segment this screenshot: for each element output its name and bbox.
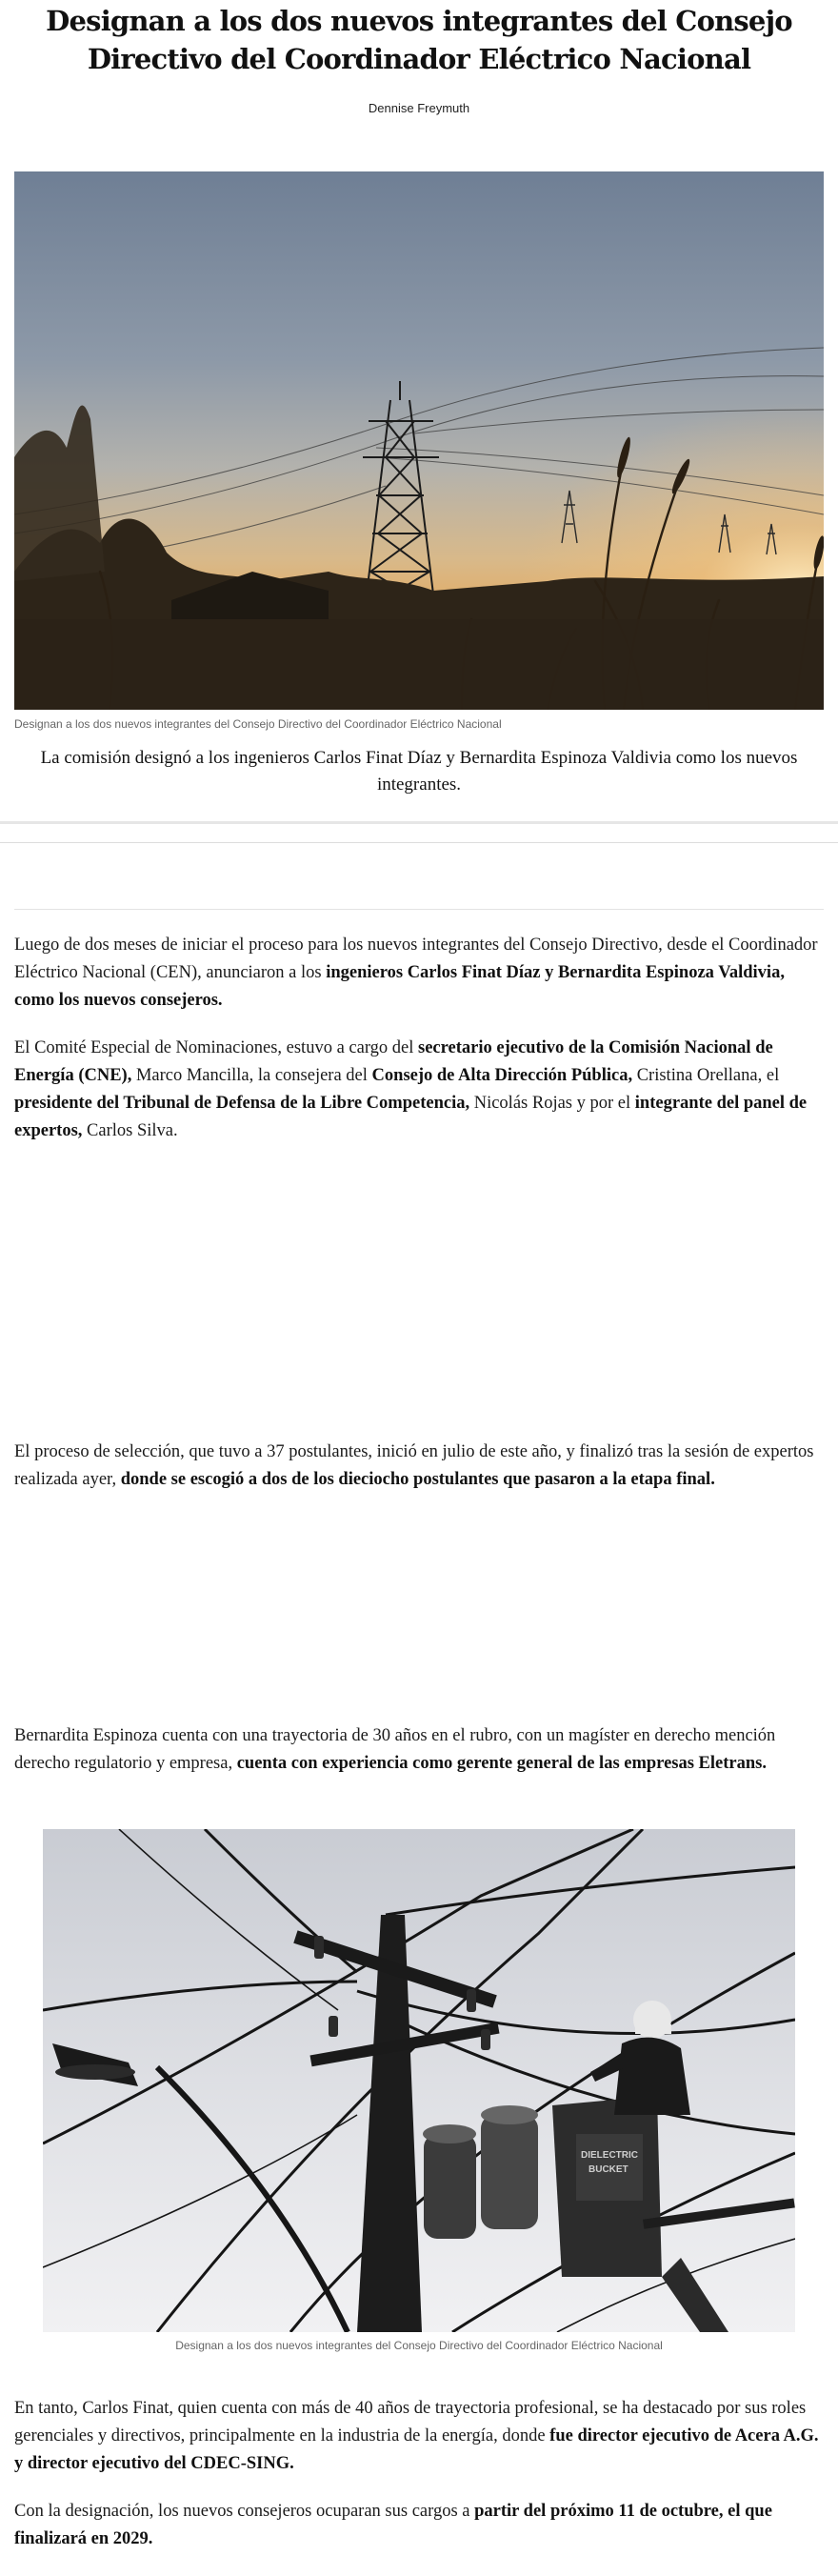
second-image[interactable]	[43, 1829, 795, 2332]
author-byline[interactable]: Dennise Freymuth	[368, 101, 470, 115]
paragraph-2-text-2: Marco Mancilla, la consejera del	[131, 1066, 372, 1085]
paragraph-1-bold: ingenieros Carlos Finat Díaz y Bernardita Espinoza Valdivia, como los nuevos consejeros.	[14, 963, 785, 1010]
section-divider-thin	[0, 842, 838, 843]
paragraph-6	[14, 2498, 824, 2553]
paragraph-3-text: El proceso de selección, que tuvo a 37 postulantes, inició en julio de este año, y finalizó tras la sesión de expertos realizada ayer,	[14, 1442, 814, 1489]
paragraph-2-text-5: Carlos Silva.	[82, 1121, 178, 1140]
lineworker-photo	[43, 1829, 795, 2332]
bucket-label-top: DIELECTRIC	[581, 2150, 638, 2161]
paragraph-4-bold: cuenta con experiencia como gerente general de las empresas Eletrans.	[236, 1754, 767, 1773]
paragraph-2-bold-1: secretario ejecutivo de la Comisión Nacional de Energía (CNE),	[14, 1038, 773, 1085]
paragraph-6-text: Con la designación, los nuevos consejeros ocuparan sus cargos a	[14, 2502, 475, 2521]
article-headline: Designan a los dos nuevos integrantes del Consejo Directivo del Coordinador Eléctrico Nacional	[46, 5, 792, 75]
paragraph-2-text-1: El Comité Especial de Nominaciones, estuvo a cargo del	[14, 1038, 419, 1057]
transmission-tower-photo	[14, 171, 824, 710]
paragraph-1-text: Luego de dos meses de iniciar el proceso para los nuevos integrantes del Consejo Directivo, desde el Coordinador Eléctrico Nacional (CEN), anunciaron a los	[14, 936, 818, 982]
paragraph-2-bold-4: integrante del panel de expertos,	[14, 1094, 808, 1140]
paragraph-1	[14, 932, 824, 1015]
section-divider	[0, 821, 838, 824]
paragraph-5-bold: fue director ejecutivo de Acera A.G. y director ejecutivo del CDEC-SING.	[14, 2426, 819, 2473]
paragraph-2-text-3: Cristina Orellana, el	[632, 1066, 780, 1085]
bucket-label-bottom: BUCKET	[589, 2164, 628, 2175]
paragraph-4	[14, 1722, 824, 1778]
paragraph-6-bold: partir del próximo 11 de octubre, el que finalizará en 2029.	[14, 2502, 772, 2548]
paragraph-2-text-4: Nicolás Rojas y por el	[469, 1094, 635, 1113]
paragraph-3	[14, 1439, 824, 1494]
paragraph-2-bold-3: presidente del Tribunal de Defensa de la Libre Competencia,	[14, 1094, 470, 1113]
second-caption: Designan a los dos nuevos integrantes del Consejo Directivo del Coordinador Eléctrico Nacional	[175, 2339, 663, 2352]
paragraph-4-text: Bernardita Espinoza cuenta con una trayectoria de 30 años en el rubro, con un magíster en derecho mención derecho regulatorio y empresa,	[14, 1726, 776, 1773]
paragraph-2	[14, 1035, 824, 1145]
paragraph-2-bold-2: Consejo de Alta Dirección Pública,	[371, 1066, 633, 1085]
hero-caption: Designan a los dos nuevos integrantes del Consejo Directivo del Coordinador Eléctrico Nacional	[14, 717, 502, 731]
paragraph-5	[14, 2395, 824, 2478]
paragraph-3-bold: donde se escogió a dos de los dieciocho postulantes que pasaron a la etapa final.	[120, 1470, 715, 1489]
hero-image[interactable]	[14, 171, 824, 710]
article-lead: La comisión designó a los ingenieros Carlos Finat Díaz y Bernardita Espinoza Valdivia como los nuevos integrantes.	[40, 748, 798, 795]
body-top-divider	[14, 909, 824, 910]
paragraph-5-text: En tanto, Carlos Finat, quien cuenta con más de 40 años de trayectoria profesional, se ha destacado por sus roles gerenciales y directivos, principalmente en la industria de la energía, donde	[14, 2399, 807, 2445]
